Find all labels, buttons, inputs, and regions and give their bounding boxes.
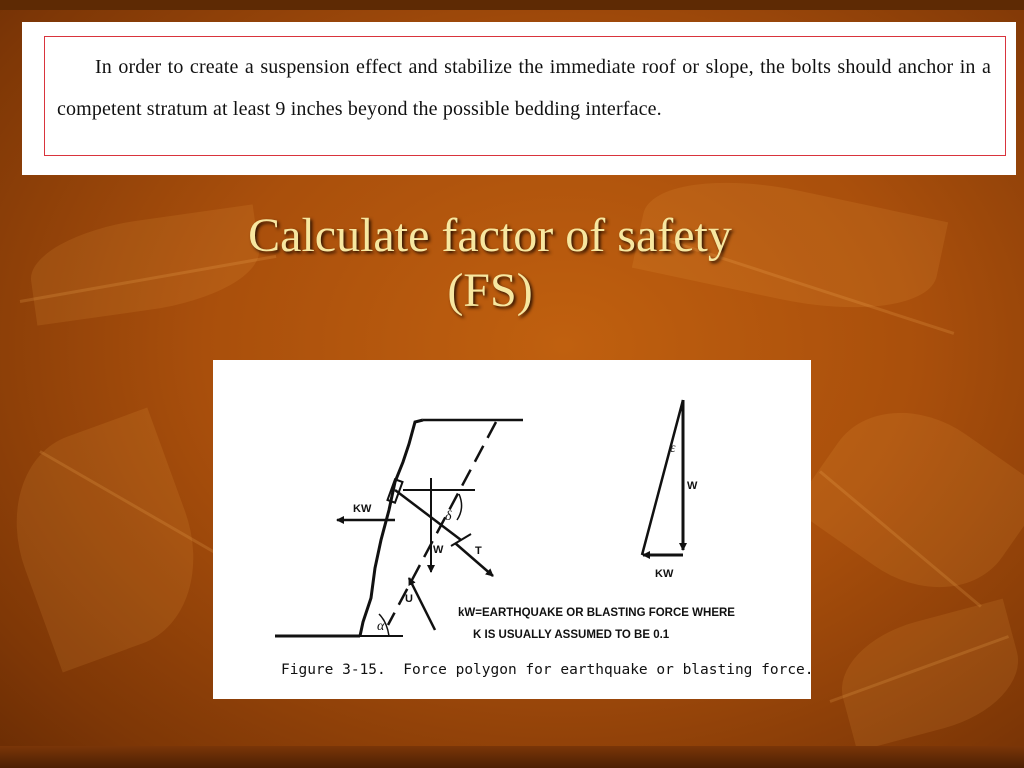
t-force-arrow xyxy=(455,543,493,576)
quote-panel xyxy=(22,22,1016,175)
kw-left-label: KW xyxy=(353,503,372,515)
w-polygon-label: W xyxy=(687,480,698,492)
top-border xyxy=(0,0,1024,10)
t-force-label: T xyxy=(475,545,482,557)
note-line-2: K IS USUALLY ASSUMED TO BE 0.1 xyxy=(473,629,670,641)
quote-text: In order to create a suspension effect and stabilize the immediate roof or slope, the bolts should anchor in a competent stratum at least 9 inches beyond the possible bedding interface. xyxy=(57,56,991,120)
bottom-border xyxy=(0,746,1024,768)
leaf-decoration xyxy=(829,599,1024,752)
figure-panel xyxy=(213,360,814,699)
leaf-decoration xyxy=(792,377,1024,623)
w-block-label: W xyxy=(433,544,444,556)
polygon-hypotenuse xyxy=(642,400,683,555)
epsilon-label: ε xyxy=(670,441,676,456)
force-polygon-figure xyxy=(213,360,811,699)
u-force-label: U xyxy=(405,593,413,605)
delta-label: δ xyxy=(445,509,452,524)
leaf-decoration xyxy=(0,408,222,673)
kw-polygon-label: KW xyxy=(655,568,674,580)
quote-box xyxy=(44,36,1006,156)
note-line-1: kW=EARTHQUAKE OR BLASTING FORCE WHERE xyxy=(458,607,735,619)
figure-caption: Figure 3-15. Force polygon for earthquake or blasting force. xyxy=(281,662,814,678)
slope-face xyxy=(360,420,423,636)
slide-title: Calculate factor of safety (FS) xyxy=(248,209,732,317)
alpha-label: α xyxy=(377,619,385,634)
delta-arc xyxy=(457,494,462,520)
